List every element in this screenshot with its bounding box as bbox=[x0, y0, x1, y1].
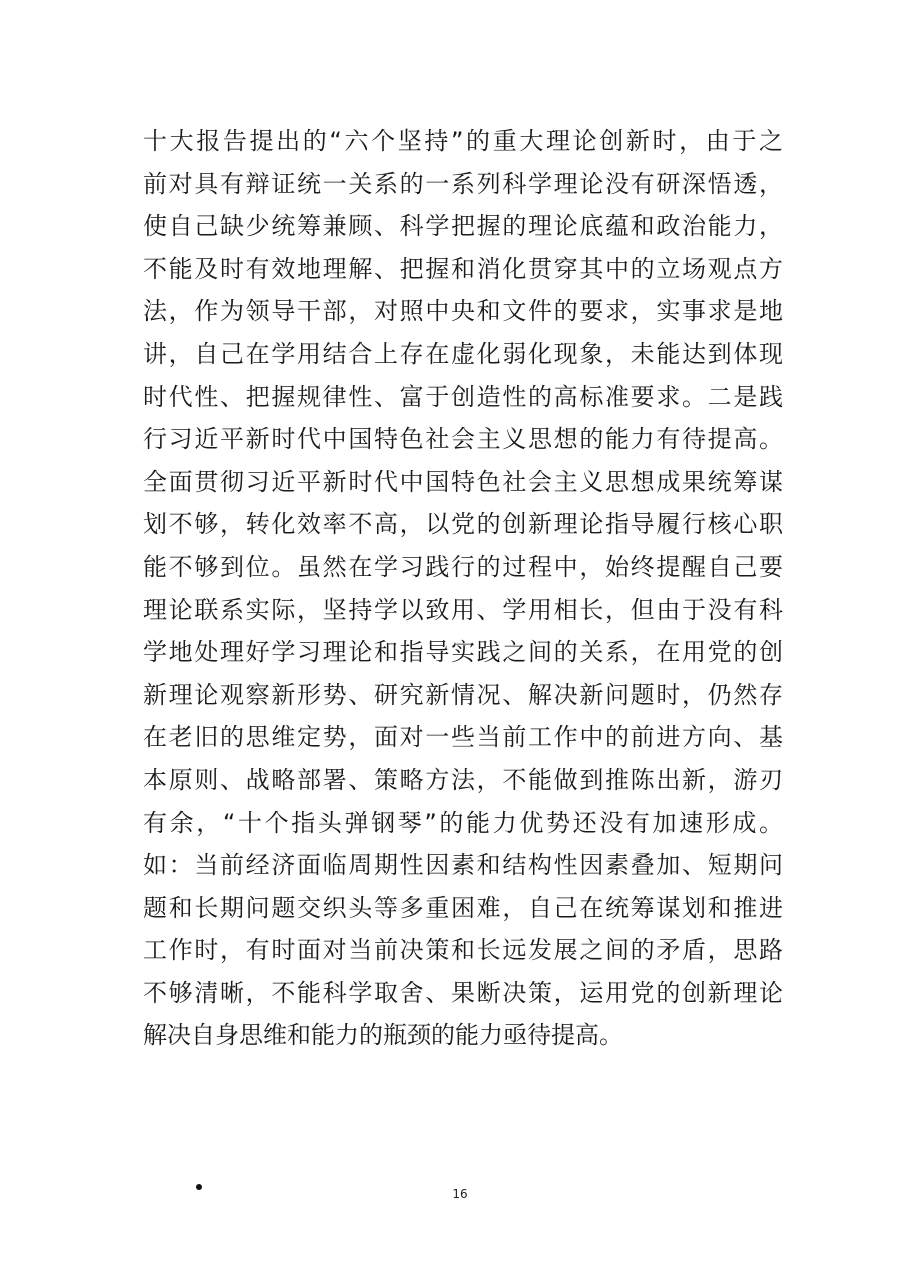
text-line: 有余，“十个指头弹钢琴”的能力优势还没有加速形成。 bbox=[143, 808, 783, 837]
text-line: 题和长期问题交织头等多重困难，自己在统筹谋划和推进 bbox=[143, 893, 783, 922]
text-line: 前对具有辩证统一关系的一系列科学理论没有研深悟透， bbox=[143, 169, 783, 198]
page-number: 16 bbox=[452, 1187, 468, 1201]
text-line: 不能及时有效地理解、把握和消化贯穿其中的立场观点方 bbox=[143, 254, 783, 283]
bullet-mark bbox=[196, 1184, 202, 1190]
text-line: 新理论观察新形势、研究新情况、解决新问题时，仍然存 bbox=[143, 680, 783, 709]
text-line: 时代性、把握规律性、富于创造性的高标准要求。二是践 bbox=[143, 382, 783, 411]
text-line: 法，作为领导干部，对照中央和文件的要求，实事求是地 bbox=[143, 297, 783, 326]
text-line: 不够清晰，不能科学取舍、果断决策，运用党的创新理论 bbox=[143, 978, 783, 1007]
text-line: 讲，自己在学用结合上存在虚化弱化现象，未能达到体现 bbox=[143, 339, 783, 368]
text-line: 本原则、战略部署、策略方法，不能做到推陈出新，游刃 bbox=[143, 765, 783, 794]
text-line: 学地处理好学习理论和指导实践之间的关系，在用党的创 bbox=[143, 638, 783, 667]
text-line: 行习近平新时代中国特色社会主义思想的能力有待提高。 bbox=[143, 425, 783, 454]
text-line: 划不够，转化效率不高，以党的创新理论指导履行核心职 bbox=[143, 510, 783, 539]
text-line: 理论联系实际，坚持学以致用、学用相长，但由于没有科 bbox=[143, 595, 783, 624]
body-text bbox=[143, 120, 783, 1057]
text-line: 能不够到位。虽然在学习践行的过程中，始终提醒自己要 bbox=[143, 552, 783, 581]
text-line: 工作时，有时面对当前决策和长远发展之间的矛盾，思路 bbox=[143, 936, 783, 965]
text-line: 十大报告提出的“六个坚持”的重大理论创新时，由于之 bbox=[143, 127, 783, 155]
text-line: 使自己缺少统筹兼顾、科学把握的理论底蕴和政治能力， bbox=[143, 212, 783, 241]
text-line: 如：当前经济面临周期性因素和结构性因素叠加、短期问 bbox=[143, 851, 783, 880]
text-line: 在老旧的思维定势，面对一些当前工作中的前进方向、基 bbox=[143, 723, 783, 752]
text-line: 解决自身思维和能力的瓶颈的能力亟待提高。 bbox=[143, 1021, 623, 1050]
text-line: 全面贯彻习近平新时代中国特色社会主义思想成果统筹谋 bbox=[143, 467, 783, 496]
